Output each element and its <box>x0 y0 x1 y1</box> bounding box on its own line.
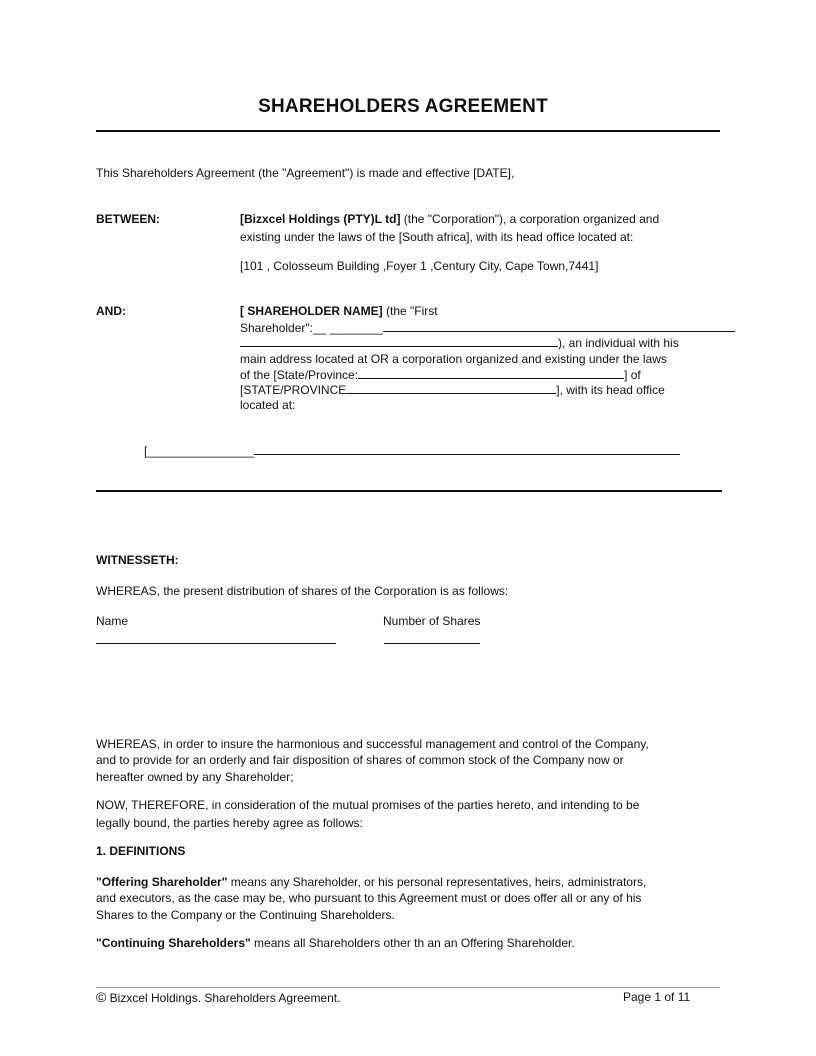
witnesseth-heading: WITNESSETH: <box>96 553 179 567</box>
definition-offering-line3: Shares to the Company or the Continuing Shareholders. <box>96 908 395 922</box>
and-party-line1 <box>240 303 438 319</box>
blank-line <box>346 382 556 394</box>
footer-left-text: Bizxcel Holdings. Shareholders Agreement. <box>106 991 341 1005</box>
and-party-line5 <box>240 367 641 383</box>
and-line5-end: ] of <box>624 368 641 382</box>
between-party-line1 <box>240 211 659 227</box>
whereas-management-line1: WHEREAS, in order to insure the harmonious and successful management and control of the Company, <box>96 737 649 751</box>
between-line1-text: (the "Corporation"), a corporation organized and <box>400 212 660 226</box>
copyright-icon: © <box>96 989 107 1005</box>
between-label: BETWEEN: <box>96 212 160 226</box>
footer-left <box>96 989 340 1006</box>
and-line3-text: ), an individual with his <box>558 336 679 350</box>
whereas-management-line2: and to provide for an orderly and fair disposition of shares of common stock of the Company now or <box>96 753 624 767</box>
section-divider <box>96 490 722 492</box>
corporation-name: [Bizxcel Holdings (PTY)L td] <box>240 212 401 226</box>
whereas-distribution: WHEREAS, the present distribution of shares of the Corporation is as follows: <box>96 584 509 598</box>
definition-continuing <box>96 935 575 951</box>
page-number: Page 1 of 11 <box>623 990 691 1004</box>
term-continuing-shareholders: "Continuing Shareholders" <box>96 936 251 950</box>
and-line1-text: (the "First <box>382 304 438 318</box>
and-label: AND: <box>96 304 126 318</box>
blank-line <box>358 367 624 379</box>
now-therefore-line2: legally bound, the parties hereby agree as follows: <box>96 816 363 830</box>
shares-blank-line <box>384 643 480 644</box>
state-province-label: of the [State/Province: <box>240 368 359 382</box>
state-province-caps-label: [STATE/PROVINCE <box>240 383 347 397</box>
corporation-address: [101 , Colosseum Building ,Foyer 1 ,Century City, Cape Town,7441] <box>240 259 599 273</box>
column-shares-label: Number of Shares <box>383 614 481 628</box>
footer-divider <box>96 987 720 988</box>
and-line6-end: ], with its head office <box>556 383 665 397</box>
term-offering-shareholder: "Offering Shareholder" <box>96 875 228 889</box>
and-party-line7: located at: <box>240 398 296 412</box>
definition-continuing-text: means all Shareholders other th an an Offering Shareholder. <box>250 936 575 950</box>
definition-offering-line1 <box>96 874 646 890</box>
blank-line <box>240 335 558 347</box>
column-name-label: Name <box>96 614 129 628</box>
blank-line <box>383 320 735 332</box>
intro-paragraph: This Shareholders Agreement (the "Agreement") is made and effective [DATE], <box>96 166 515 180</box>
and-party-line3 <box>240 335 694 351</box>
and-party-line4: main address located at OR a corporation organized and existing under the laws <box>240 352 667 366</box>
title-divider <box>96 130 720 132</box>
shareholder-name: [ SHAREHOLDER NAME] <box>240 304 383 318</box>
between-party-line2: existing under the laws of the [South africa], with its head office located at: <box>240 230 634 244</box>
whereas-management-line3: hereafter owned by any Shareholder; <box>96 770 294 784</box>
definition-offering-line2: and executors, as the case may be, who pursuant to this Agreement must or does offer all or any of his <box>96 891 642 905</box>
and-party-line6 <box>240 382 665 398</box>
document-title: SHAREHOLDERS AGREEMENT <box>258 96 548 117</box>
definition-offering-text: means any Shareholder, or his personal representatives, heirs, administrators, <box>227 875 647 889</box>
and-party-line2 <box>240 320 700 336</box>
now-therefore-line1: NOW, THEREFORE, in consideration of the mutual promises of the parties hereto, and intending to be <box>96 798 640 812</box>
section-heading-definitions: 1. DEFINITIONS <box>96 844 186 858</box>
shareholder-address-blank <box>144 443 680 459</box>
blank-line <box>254 443 680 455</box>
name-blank-line <box>96 643 336 644</box>
shareholder-label: Shareholder":__ ________ <box>240 321 384 335</box>
address-blank-prefix: [________________ <box>144 444 255 458</box>
